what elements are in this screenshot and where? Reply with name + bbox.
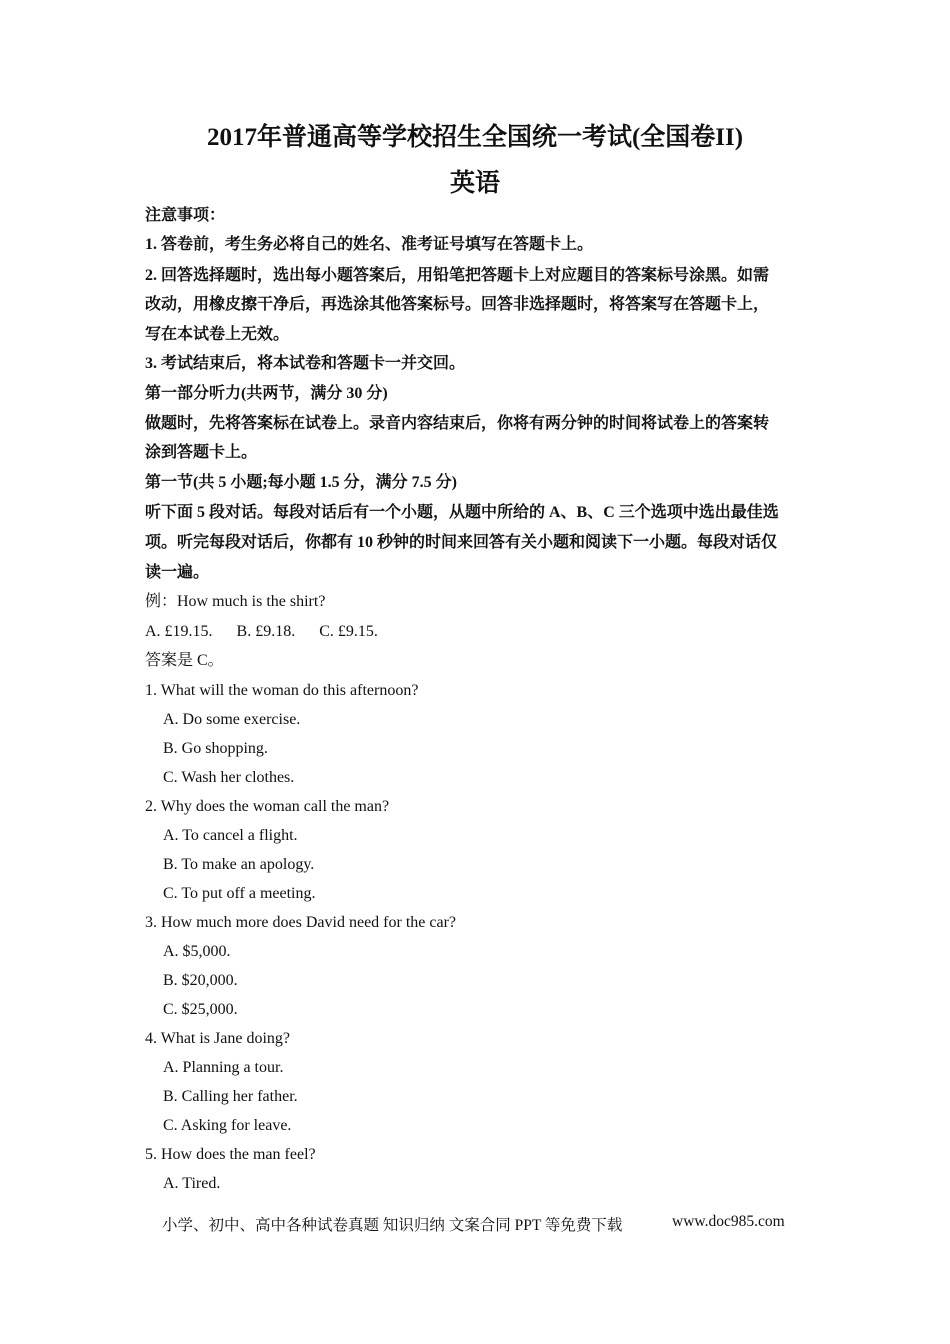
note-item-2-line-1: 2. 回答选择题时，选出每小题答案后，用铅笔把答题卡上对应题目的答案标号涂黑。如需 — [145, 267, 770, 284]
question-1-option-c: C. Wash her clothes. — [163, 769, 295, 786]
question-1: 1. What will the woman do this afternoon? — [145, 682, 419, 699]
part1-heading: 第一部分听力(共两节，满分 30 分) — [145, 385, 388, 402]
footer-site-link[interactable]: www.doc985.com — [672, 1213, 785, 1230]
question-3-option-c: C. $25,000. — [163, 1001, 238, 1018]
question-4: 4. What is Jane doing? — [145, 1030, 291, 1047]
question-4-option-a: A. Planning a tour. — [163, 1059, 284, 1076]
question-4-option-c: C. Asking for leave. — [163, 1117, 292, 1134]
question-5: 5. How does the man feel? — [145, 1146, 316, 1163]
note-item-2-line-2: 改动，用橡皮擦干净后，再选涂其他答案标号。回答非选择题时，将答案写在答题卡上， — [145, 296, 770, 313]
question-3-option-b: B. $20,000. — [163, 972, 238, 989]
page-title: 2017年普通高等学校招生全国统一考试(全国卷II) — [206, 124, 744, 151]
section1-instr-line-2: 项。听完每段对话后，你都有 10 秒钟的时间来回答有关小题和阅读下一小题。每段对话仅 — [145, 534, 778, 551]
page-footer — [162, 1213, 785, 1235]
note-item-1: 1. 答卷前，考生务必将自己的姓名、准考证号填写在答题卡上。 — [145, 236, 594, 253]
question-2-option-b: B. To make an apology. — [163, 856, 315, 873]
question-3: 3. How much more does David need for the car? — [145, 914, 456, 931]
question-2: 2. Why does the woman call the man? — [145, 798, 390, 815]
example-question: 例：How much is the shirt? — [145, 593, 326, 610]
question-1-option-a: A. Do some exercise. — [163, 711, 301, 728]
question-2-option-c: C. To put off a meeting. — [163, 885, 316, 902]
question-4-option-b: B. Calling her father. — [163, 1088, 298, 1105]
subject-title: 英语 — [449, 170, 500, 197]
question-1-option-b: B. Go shopping. — [163, 740, 268, 757]
example-options: A. £19.15. B. £9.18. C. £9.15. — [145, 623, 378, 640]
part1-intro-line-2: 涂到答题卡上。 — [145, 444, 258, 461]
question-5-option-a: A. Tired. — [163, 1175, 221, 1192]
footer-text: 小学、初中、高中各种试卷真题 知识归纳 文案合同 PPT 等免费下载 — [162, 1217, 623, 1234]
example-answer: 答案是 C。 — [145, 652, 224, 669]
section1-heading: 第一节(共 5 小题;每小题 1.5 分，满分 7.5 分) — [145, 474, 457, 491]
notes-heading: 注意事项： — [145, 207, 226, 224]
note-item-3: 3. 考试结束后，将本试卷和答题卡一并交回。 — [145, 355, 466, 372]
question-3-option-a: A. $5,000. — [163, 943, 231, 960]
section1-instr-line-1: 听下面 5 段对话。每段对话后有一个小题，从题中所给的 A、B、C 三个选项中选出最佳选 — [145, 504, 779, 521]
note-item-2-line-3: 写在本试卷上无效。 — [145, 326, 290, 343]
part1-intro-line-1: 做题时，先将答案标在试卷上。录音内容结束后，你将有两分钟的时间将试卷上的答案转 — [145, 415, 770, 432]
section1-instr-line-3: 读一遍。 — [145, 564, 210, 581]
question-2-option-a: A. To cancel a flight. — [163, 827, 298, 844]
